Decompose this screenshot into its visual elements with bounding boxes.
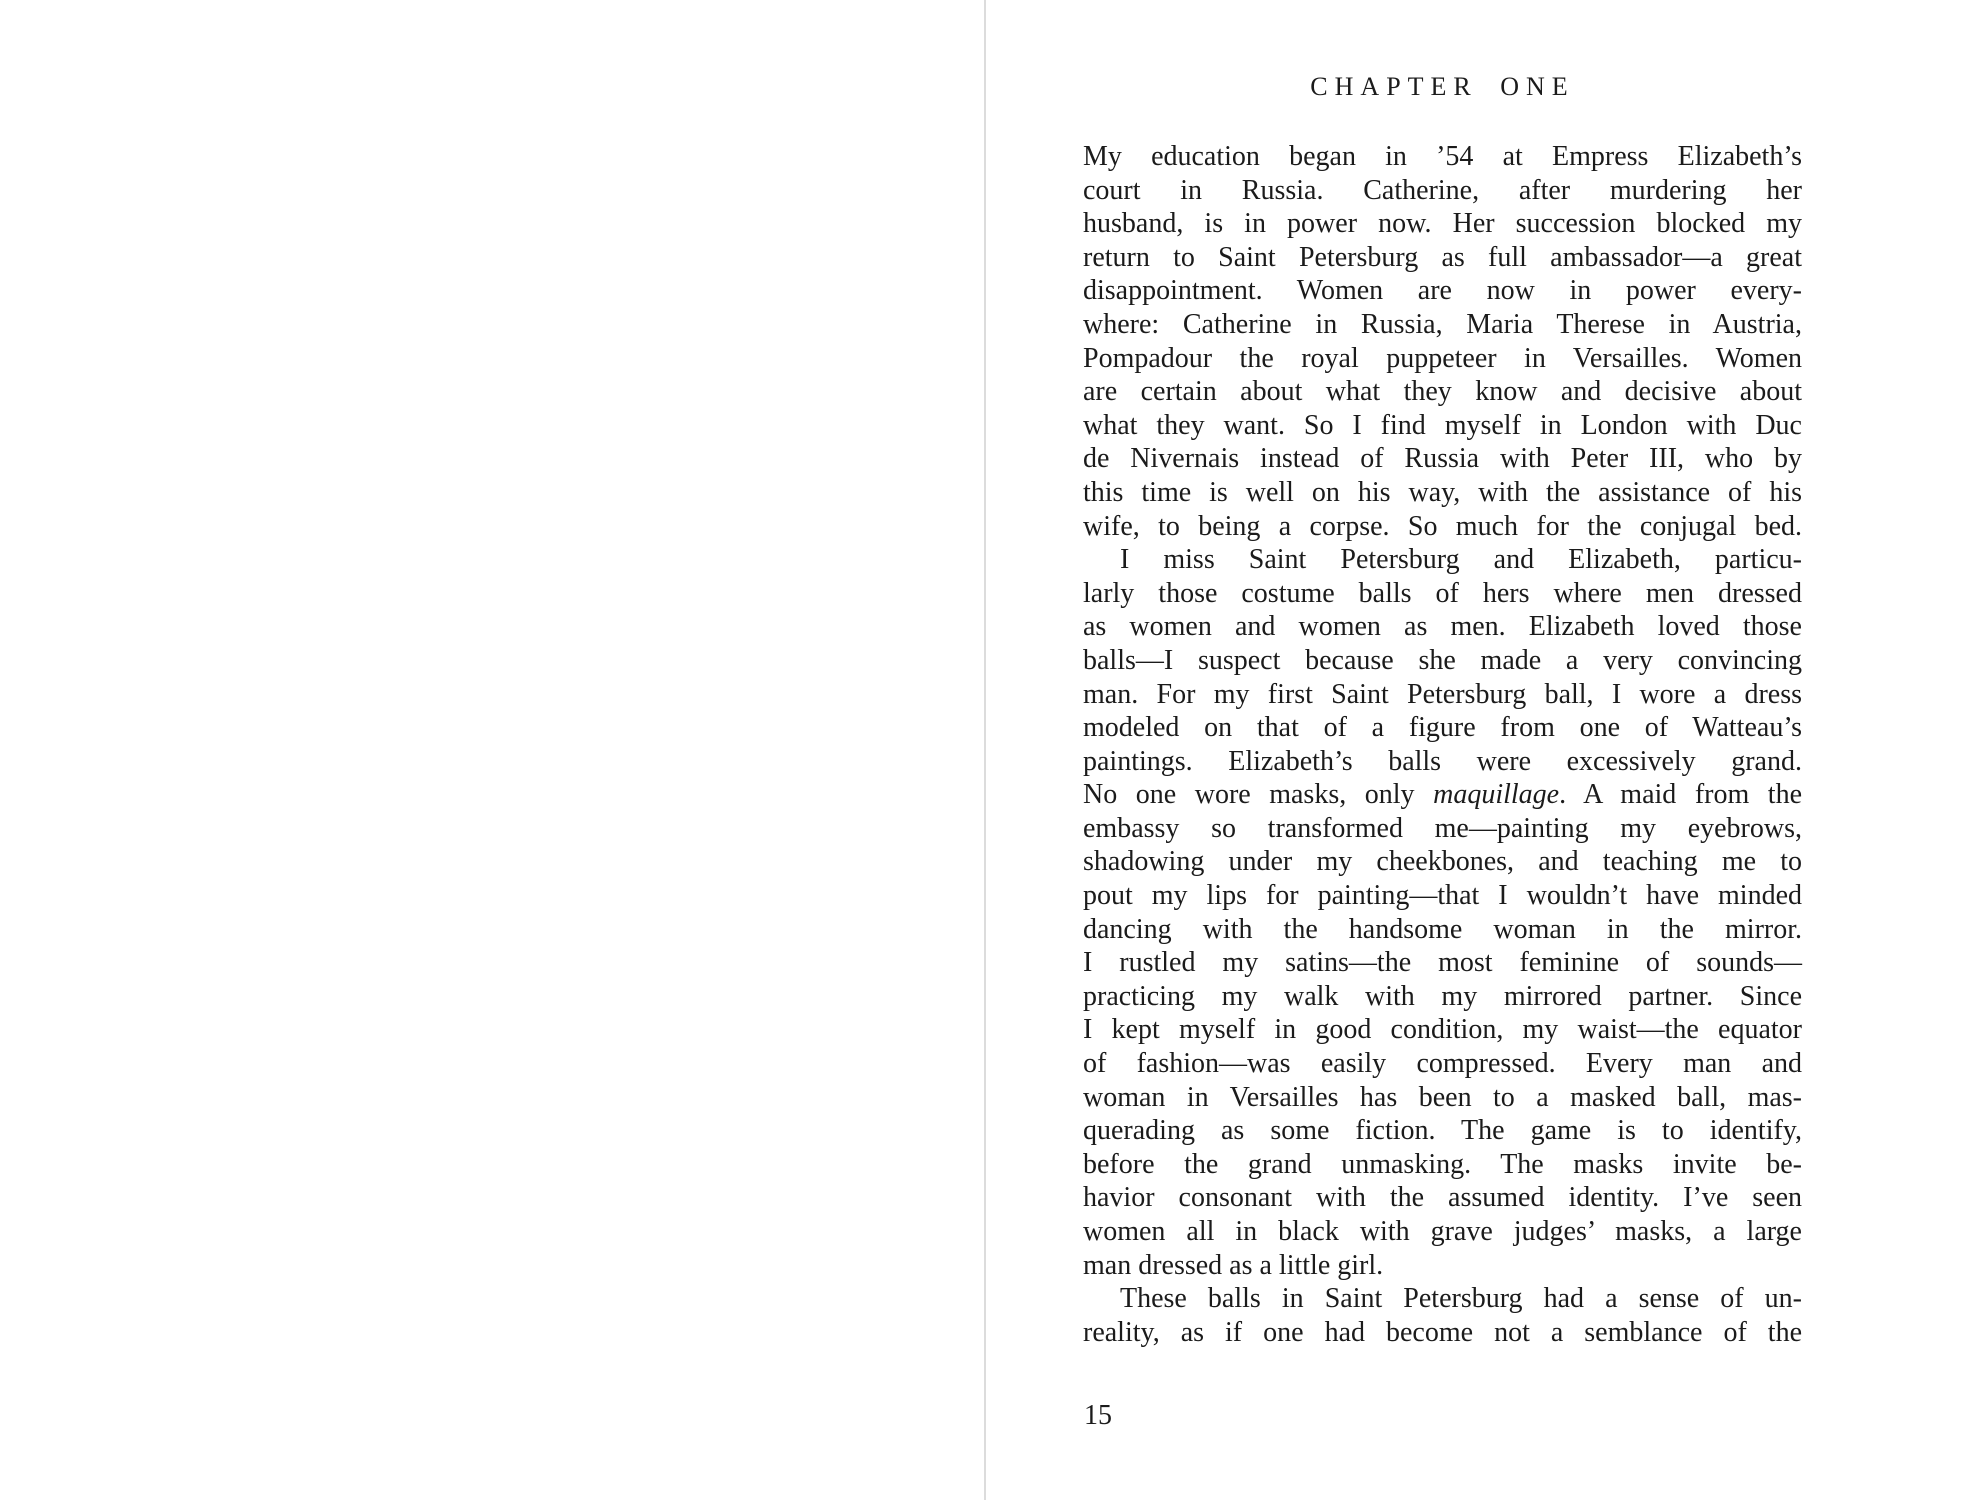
text-line: disappointment. Women are now in power every-	[1083, 275, 1802, 307]
text-line: reality, as if one had become not a semblance of the	[1083, 1316, 1802, 1348]
text-line: return to Saint Petersburg as full ambassador—a great	[1083, 241, 1802, 273]
chapter-title: CHAPTER ONE	[1310, 72, 1575, 101]
text-line: court in Russia. Catherine, after murdering her	[1083, 174, 1802, 206]
text-line: as women and women as men. Elizabeth loved those	[1083, 611, 1802, 643]
text-line: Pompadour the royal puppeteer in Versailles. Women	[1083, 342, 1802, 374]
text-line: These balls in Saint Petersburg had a sense of un-	[1120, 1283, 1802, 1315]
text-line: women all in black with grave judges’ masks, a large	[1083, 1216, 1802, 1247]
text-line: wife, to being a corpse. So much for the conjugal bed.	[1083, 510, 1802, 542]
text-line: practicing my walk with my mirrored partner. Since	[1083, 980, 1802, 1012]
text-line: where: Catherine in Russia, Maria Therese in Austria,	[1083, 308, 1802, 340]
text-line: what they want. So I find myself in London with Duc	[1083, 409, 1802, 441]
text-line: My education began in ’54 at Empress Elizabeth’s	[1083, 141, 1802, 172]
text-line: before the grand unmasking. The masks invite be-	[1083, 1148, 1802, 1180]
text-line: I rustled my satins—the most feminine of sounds—	[1083, 947, 1802, 979]
text-line: paintings. Elizabeth’s balls were excessively grand.	[1083, 745, 1802, 777]
text-line: larly those costume balls of hers where men dressed	[1083, 577, 1802, 609]
text-line: shadowing under my cheekbones, and teaching me to	[1083, 846, 1802, 878]
text-line: this time is well on his way, with the assistance of his	[1083, 476, 1802, 508]
text-line: I kept myself in good condition, my waist—the equator	[1083, 1014, 1802, 1046]
body-text	[1083, 140, 1802, 1349]
text-line: querading as some fiction. The game is to identify,	[1083, 1115, 1802, 1147]
text-line: are certain about what they know and decisive about	[1083, 376, 1802, 408]
text-line: woman in Versailles has been to a masked ball, mas-	[1083, 1081, 1802, 1113]
text-line: modeled on that of a figure from one of Watteau’s	[1083, 712, 1802, 744]
text-line: husband, is in power now. Her succession blocked my	[1083, 208, 1802, 240]
text-line: de Nivernais instead of Russia with Peter III, who by	[1083, 443, 1802, 475]
text-line: man dressed as a little girl.	[1083, 1249, 1384, 1281]
text-line: dancing with the handsome woman in the mirror.	[1083, 913, 1802, 945]
page-divider-line	[984, 0, 986, 1500]
page-number: 15	[1084, 1400, 1112, 1431]
text-line: balls—I suspect because she made a very convincing	[1083, 644, 1802, 676]
text-line: No one wore masks, only maquillage. A maid from the	[1083, 779, 1802, 811]
text-line: pout my lips for painting—that I wouldn’t have minded	[1083, 880, 1802, 912]
text-line: havior consonant with the assumed identity. I’ve seen	[1083, 1182, 1802, 1214]
text-line: of fashion—was easily compressed. Every man and	[1083, 1048, 1802, 1080]
text-line: embassy so transformed me—painting my eyebrows,	[1083, 812, 1802, 844]
text-line: I miss Saint Petersburg and Elizabeth, particu-	[1120, 544, 1802, 576]
text-line: man. For my first Saint Petersburg ball, I wore a dress	[1083, 678, 1802, 710]
